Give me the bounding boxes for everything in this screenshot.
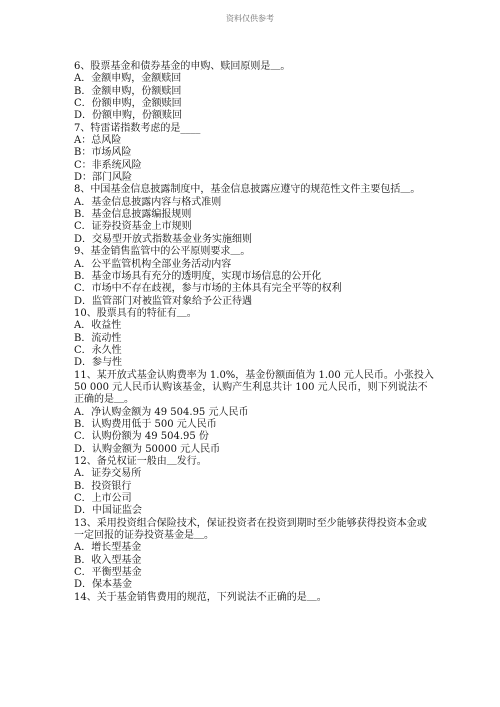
option-c: C．市场中不存在歧视，参与市场的主体具有完全平等的权利 <box>74 283 342 295</box>
option-c: C．永久性 <box>74 344 122 356</box>
option-b: B．收入型基金 <box>74 554 142 566</box>
option-a: A．增长型基金 <box>74 542 142 554</box>
option-d: D．交易型开放式指数基金业务实施细则 <box>74 233 253 245</box>
question-10 <box>74 308 434 370</box>
option-c: C．上市公司 <box>74 493 132 505</box>
option-b: B．金额申购，份额赎回 <box>74 85 182 97</box>
option-d: D．参与性 <box>74 357 123 369</box>
option-c: C：非系统风险 <box>74 159 142 171</box>
question-11 <box>74 370 434 456</box>
question-text: 10、股票具有的特征有＿。 <box>74 307 197 319</box>
page-header: 资料仅供参考 <box>226 14 274 23</box>
option-a: A．净认购金额为 49 504.95 元人民币 <box>74 406 249 418</box>
question-14 <box>74 592 434 604</box>
option-d: D．份额申购，份额赎回 <box>74 110 183 122</box>
question-text: 11、某开放式基金认购费率为 1.0%，基金份额面值为 1.00 元人民币。小张投入 50 000 元人民币认购该基金，认购产生利息共计 100 元人民币，则下列说法不正确的是＿。 <box>74 369 434 406</box>
question-12 <box>74 456 434 518</box>
option-a: A．金额申购，金额赎回 <box>74 73 182 85</box>
option-d: D．中国证监会 <box>74 505 143 517</box>
option-c: C．认购份额为 49 504.95 份 <box>74 431 209 443</box>
option-b: B．基金信息披露编报规则 <box>74 209 192 221</box>
question-text: 14、关于基金销售费用的规范，下列说法不正确的是＿。 <box>74 591 327 603</box>
option-b: B．投资银行 <box>74 480 132 492</box>
question-text: 12、备兑权证一般由＿发行。 <box>74 456 207 467</box>
option-d: D．监管部门对被监管对象给予公正待遇 <box>74 295 253 307</box>
question-13 <box>74 518 434 592</box>
option-b: B．认购费用低于 500 元人民币 <box>74 418 217 430</box>
question-6 <box>74 61 434 123</box>
question-text: 13、采用投资组合保险技术，保证投资者在投资到期时至少能够获得投资本金或一定回报的证券投资基金是＿。 <box>74 517 427 542</box>
question-text: 9、基金销售监管中的公平原则要求＿。 <box>74 246 251 258</box>
option-a: A．收益性 <box>74 320 122 332</box>
option-b: B：市场风险 <box>74 147 132 159</box>
option-b: B．基金市场具有充分的透明度，实现市场信息的公开化 <box>74 270 322 282</box>
question-8 <box>74 184 434 246</box>
question-text: 7、特雷诺指数考虑的是____ <box>74 122 201 134</box>
option-a: A．公平监管机构全部业务活动内容 <box>74 258 232 270</box>
option-a: A：总风险 <box>74 135 122 147</box>
option-c: C．平衡型基金 <box>74 567 142 579</box>
question-7 <box>74 123 434 185</box>
option-a: A．基金信息披露内容与格式准则 <box>74 196 222 208</box>
option-d: D．保本基金 <box>74 579 133 591</box>
question-list <box>74 61 434 604</box>
option-a: A．证券交易所 <box>74 468 142 480</box>
question-text: 6、股票基金和债券基金的申购、赎回原则是＿。 <box>74 61 291 72</box>
question-text: 8、中国基金信息披露制度中，基金信息披露应遵守的规范性文件主要包括＿。 <box>74 184 421 196</box>
option-d: D：部门风险 <box>74 172 133 184</box>
option-c: C．份额申购，金额赎回 <box>74 98 182 110</box>
option-c: C．证券投资基金上市规则 <box>74 221 192 233</box>
option-b: B．流动性 <box>74 332 122 344</box>
option-d: D．认购金额为 50000 元人民币 <box>74 443 221 455</box>
question-9 <box>74 246 434 308</box>
